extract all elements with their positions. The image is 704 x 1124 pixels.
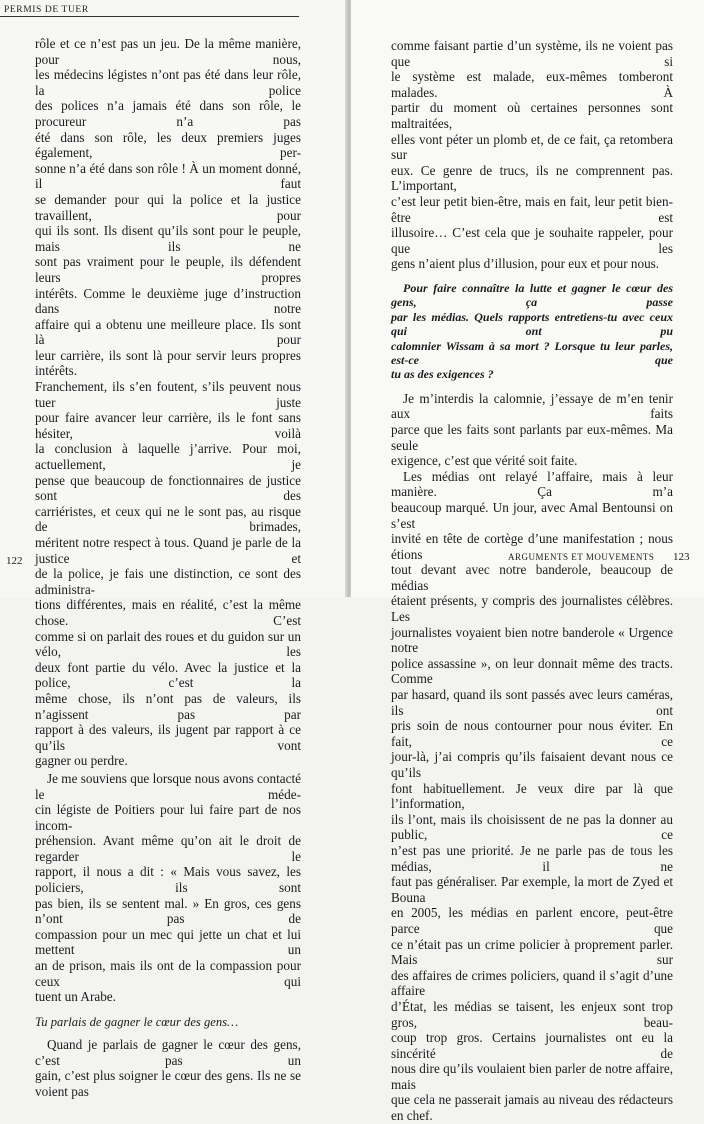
text-line: faut pas généraliser. Par exemple, la mort de Zyed et Bouna bbox=[391, 874, 673, 905]
text-line: par hasard, quand ils sont passés avec leurs caméras, ils ont bbox=[391, 687, 673, 718]
text-line: elles vont péter un plomb et, de ce fait, ça retombera sur bbox=[391, 131, 673, 163]
paragraph bbox=[35, 36, 301, 769]
paragraph bbox=[35, 1037, 301, 1099]
text-line: Franchement, ils s’en foutent, s’ils peuvent nous tuer juste bbox=[35, 379, 301, 410]
text-line: d’État, les médias se taisent, les enjeux sont trop gros, beau- bbox=[391, 998, 673, 1030]
text-line: eux. Ce genre de trucs, ils ne comprennent pas. L’important, bbox=[391, 162, 673, 194]
page-number: 122 bbox=[6, 555, 23, 567]
text-line: tions différentes, mais en réalité, c’est la même chose. C’est bbox=[35, 597, 301, 628]
text-line: Je m’interdis la calomnie, j’essaye de m’en tenir aux faits bbox=[391, 390, 673, 422]
paragraph bbox=[35, 771, 301, 1005]
left-page bbox=[0, 0, 347, 1099]
text-line: gagner ou perdre. bbox=[35, 753, 128, 769]
text-line: des affaires de crimes policiers, quand il s’agit d’une affaire bbox=[391, 967, 673, 999]
text-line: tout devant avec notre banderole, beaucoup de médias bbox=[391, 562, 673, 593]
text-line: Je me souviens que lorsque nous avons contacté le méde- bbox=[35, 770, 301, 802]
text-line: compassion pour un mec qui jette un chat et lui mettent un bbox=[35, 926, 301, 958]
text-line: gens n’aient plus d’illusion, pour eux et pour nous. bbox=[391, 256, 660, 272]
question-line: par les médias. Quels rapports entretiens-tu avec ceux qui ont pu bbox=[391, 309, 673, 339]
text-line: des polices n’a jamais été dans son rôle, le procureur n’a pas bbox=[35, 98, 301, 129]
text-line: deux font partie du vélo. Avec la justice et la police, c’est la bbox=[35, 659, 301, 691]
text-line: beaucoup marqué. Un jour, avec Amal Bentounsi on s’est bbox=[391, 499, 673, 531]
text-line: illusoire… C’est cela que je souhaite rappeler, pour que les bbox=[391, 225, 673, 256]
interview-question: Tu parlais de gagner le cœur des gens… bbox=[35, 1014, 239, 1029]
text-line: en 2005, les médias en parlent encore, peut-être parce que bbox=[391, 905, 673, 936]
text-line: même chose, ils n’ont pas de valeurs, ils n’agissent pas par bbox=[35, 690, 301, 722]
text-line: coup trop gros. Certains journalistes ont eu la sincérité de bbox=[391, 1030, 673, 1061]
text-line: de la police, je fais une distinction, ce sont des administra- bbox=[35, 566, 301, 597]
paragraph bbox=[391, 38, 673, 272]
left-text-block bbox=[35, 36, 301, 1100]
text-line: pas bien, ils se sentent mal. » En gros, ces gens n’ont pas de bbox=[35, 895, 301, 927]
text-line: exigence, c’est que vérité soit faite. bbox=[391, 453, 578, 469]
text-line: ce n’était pas un crime policier à proprement parler. Mais sur bbox=[391, 936, 673, 968]
text-line: an de prison, mais ils ont de la compassion pour ceux qui bbox=[35, 958, 301, 989]
question-line: Pour faire connaître la lutte et gagner le cœur des gens, ça passe bbox=[391, 280, 673, 310]
text-line: nous dire qu’ils voulaient bien parler de notre affaire, mais bbox=[391, 1061, 673, 1092]
text-line: Les médias ont relayé l’affaire, mais à leur manière. Ça m’a bbox=[391, 468, 673, 500]
text-line: ils l’ont, mais ils choisissent de ne pas la donner au public, ce bbox=[391, 811, 673, 843]
text-line: se demander pour qui la police et la justice travaillent, pour bbox=[35, 191, 301, 223]
text-line: affaire qui a obtenu une meilleure place. Ils sont là pour bbox=[35, 316, 301, 348]
text-line: rôle et ce n’est pas un jeu. De la même manière, pour nous, bbox=[35, 36, 301, 67]
text-line: jour-là, j’ai compris qu’ils faisaient devant nous ce qu’ils bbox=[391, 749, 673, 780]
question-line: tu as des exigences ? bbox=[391, 367, 494, 382]
text-line: leur carrière, ils sont là pour servir leurs propres intérêts. bbox=[35, 347, 301, 379]
text-line: invité en tête de cortège d’une manifestation ; nous étions bbox=[391, 531, 673, 562]
text-line: préhension. Avant même qu’on ait le droit de regarder le bbox=[35, 833, 301, 864]
text-line: c’est leur petit bien-être, mais en fait, leur petit bien-être est bbox=[391, 193, 673, 225]
text-line: journalistes voyaient bien notre banderole « Urgence notre bbox=[391, 624, 673, 656]
text-line: cin légiste de Poitiers pour lui faire part de nos incom- bbox=[35, 802, 301, 833]
text-line: pour faire avancer leur carrière, ils le font sans hésiter, voilà bbox=[35, 410, 301, 441]
text-line: été dans son rôle, les deux premiers juges également, per- bbox=[35, 129, 301, 161]
text-line: rapport, il nous a dit : « Mais vous savez, les policiers, ils sont bbox=[35, 864, 301, 896]
text-line: étaient présents, y compris des journalistes célèbres. Les bbox=[391, 593, 673, 625]
text-line: partir du moment où certaines personnes sont maltraitées, bbox=[391, 100, 673, 131]
right-page bbox=[351, 0, 704, 1124]
text-line: le système est malade, eux-mêmes tomberont malades. À bbox=[391, 69, 673, 100]
text-line: parce que les faits sont parlants par eux-mêmes. Ma seule bbox=[391, 421, 673, 453]
text-line: la conclusion à laquelle j’arrive. Pour moi, actuellement, je bbox=[35, 441, 301, 473]
text-line: pense que beaucoup de fonctionnaires de justice sont des bbox=[35, 472, 301, 504]
question-line: calomnier Wissam à sa mort ? Lorsque tu leur parles, est-ce que bbox=[391, 338, 673, 367]
running-head: ARGUMENTS ET MOUVEMENTS bbox=[508, 552, 655, 562]
text-line: intérêts. Comme le deuxième juge d’instruction dans notre bbox=[35, 285, 301, 317]
interview-question bbox=[391, 281, 673, 382]
text-line: pris soin de nous contourner pour nous éviter. En fait, ce bbox=[391, 718, 673, 749]
text-line: sont pas vraiment pour le peuple, ils défendent leurs propres bbox=[35, 254, 301, 285]
text-line: comme si on parlait des roues et du guidon sur un vélo, les bbox=[35, 628, 301, 660]
text-line: comme faisant partie d’un système, ils ne voient pas que si bbox=[391, 38, 673, 69]
paragraph bbox=[391, 469, 673, 1124]
text-line: tuent un Arabe. bbox=[35, 989, 116, 1005]
running-head: PERMIS DE TUER bbox=[0, 5, 299, 17]
paragraph bbox=[391, 391, 673, 469]
text-line: gain, c’est plus soigner le cœur des gens. Ils ne se voient pas bbox=[35, 1068, 301, 1099]
text-line: les médecins légistes n’ont pas été dans leur rôle, la police bbox=[35, 67, 301, 98]
text-line: méritent notre respect à tous. Quand je parle de la justice et bbox=[35, 535, 301, 566]
text-line: sonne n’a été dans son rôle ! À un moment donné, il faut bbox=[35, 160, 301, 192]
text-line: police assassine », on leur donnait même des tracts. Comme bbox=[391, 655, 673, 687]
text-line: qui ils sont. Ils disent qu’ils sont pour le peuple, mais ils ne bbox=[35, 223, 301, 254]
page-number: 123 bbox=[673, 551, 690, 563]
text-line: que cela ne passerait jamais au niveau des rédacteurs en chef. bbox=[391, 1092, 673, 1124]
text-line: rapport à des valeurs, ils jugent par rapport à ce qu’ils vont bbox=[35, 722, 301, 753]
text-line: carriéristes, et ceux qui ne le sont pas, au risque de brimades, bbox=[35, 503, 301, 535]
text-line: n’est pas une priorité. Je ne parle pas de tous les médias, il ne bbox=[391, 842, 673, 874]
right-text-block bbox=[391, 38, 673, 1124]
text-line: font habituellement. Je veux dire par là que l’information, bbox=[391, 780, 673, 812]
text-line: Quand je parlais de gagner le cœur des gens, c’est pas un bbox=[35, 1037, 301, 1068]
